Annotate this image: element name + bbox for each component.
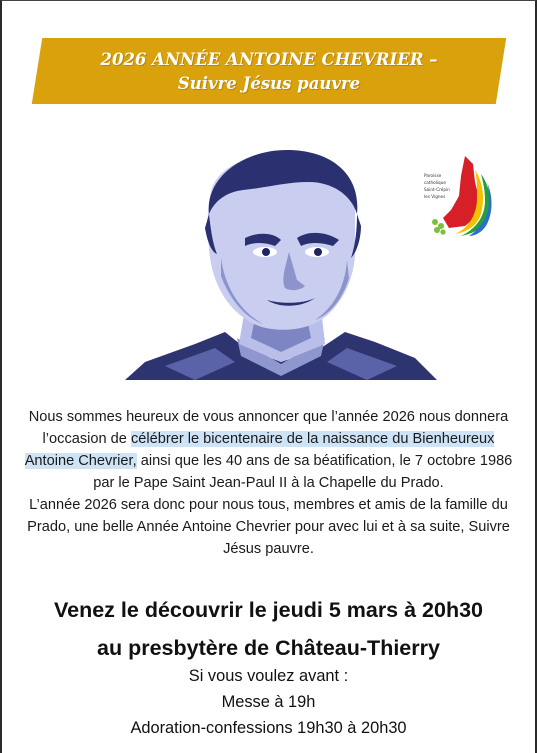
title-banner-text [37, 42, 501, 102]
event-callout [6, 591, 531, 667]
portrait-illustration [125, 148, 437, 388]
intro-text-part: ainsi que les 40 ans de sa béatification, le 7 octobre 1986 par le Pape Saint Jean-Paul II à la Chapelle du Prado. [93, 453, 513, 491]
parish-logo-text [424, 172, 464, 200]
intro-paragraph-1 [20, 406, 517, 494]
banner-title: 2026 ANNÉE ANTOINE CHEVRIER – [100, 50, 438, 69]
intro-text [20, 406, 517, 560]
schedule-info [6, 663, 531, 741]
intro-paragraph-2: L’année 2026 sera donc pour nous tous, membres et amis de la famille du Prado, une belle Année Antoine Chevrier pour avec lui et à sa suite, Suivre Jésus pauvre. [27, 497, 510, 557]
intro-text-part: Nous sommes heureux de vous annoncer que l’année 2026 nous donnera l’occasion de [28, 409, 509, 447]
logo-line: Saint-Crépin [424, 187, 450, 192]
logo-line: les Vignes [424, 194, 446, 199]
banner-subtitle: Suivre Jésus pauvre [177, 74, 361, 93]
schedule-mass: Messe à 19h [221, 693, 316, 711]
event-date-line: Venez le découvrir le jeudi 5 mars à 20h30 [53, 598, 484, 622]
schedule-intro: Si vous voulez avant : [188, 667, 349, 685]
highlighted-text: célébrer le bicentenaire de la naissance du Bienheureux Antoine Chevrier, [24, 431, 495, 469]
schedule-adoration: Adoration-confessions 19h30 à 20h30 [130, 719, 407, 737]
event-location-line: au presbytère de Château-Thierry [97, 636, 440, 660]
logo-line: Paroisse catholique [424, 173, 446, 185]
